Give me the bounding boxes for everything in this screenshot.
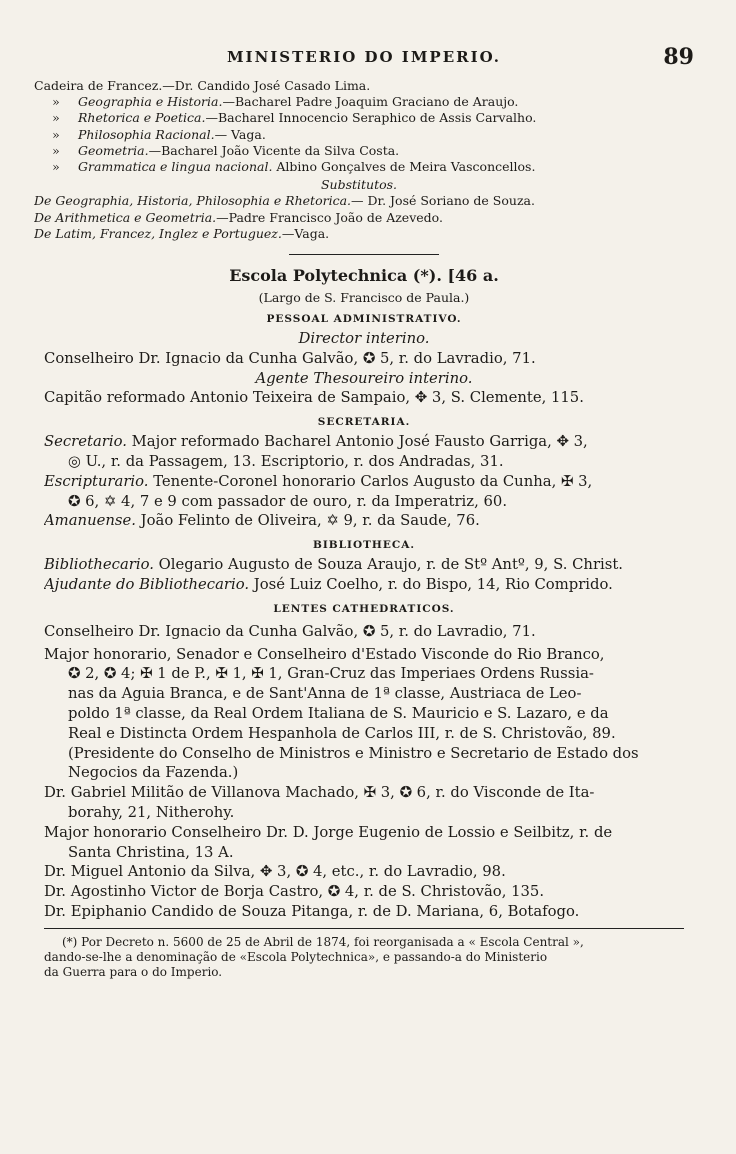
bibliothecario-entry	[44, 555, 684, 575]
lente-line: Major honorario, Senador e Conselheiro d'Estado Visconde do Rio Branco,	[44, 645, 605, 663]
cadeira-subject: Philosophia Racional.	[78, 126, 215, 142]
cadeira-person: —Bacharel João Vicente da Silva Costa.	[148, 142, 400, 158]
cadeira-subject: Geographia e Historia.	[78, 94, 223, 110]
agente-heading: Agente Thesoureiro interino.	[255, 369, 473, 387]
lente-entry	[44, 622, 684, 642]
lente-entry	[44, 783, 684, 823]
cadeira-person: —Bacharel Padre Joaquim Graciano de Araujo.	[222, 94, 519, 110]
lente-line: Dr. Epiphanio Candido de Souza Pitanga, r. de D. Mariana, 6, Botafogo.	[44, 902, 580, 920]
lente-line: Dr. Gabriel Militão de Villanova Machado, ✠ 3, ✪ 6, r. do Visconde de Ita-	[44, 784, 595, 802]
cadeira-line	[34, 159, 684, 175]
cadeira-subject: Cadeira de Francez.	[34, 78, 163, 93]
ajudante-entry	[44, 575, 684, 595]
ditto-mark: »	[52, 94, 60, 110]
section-divider	[289, 254, 439, 255]
page-header	[44, 44, 694, 78]
escripturario-entry	[44, 472, 684, 492]
secretario-text: Major reformado Bacharel Antonio José Fausto Garriga, ✥ 3,	[126, 433, 588, 451]
bibliothecario-text: Olegario Augusto de Souza Araujo, r. de Stº Antº, 9, S. Christ.	[153, 556, 623, 574]
footnote	[44, 935, 684, 980]
cadeira-line	[34, 94, 684, 110]
lente-entry	[44, 902, 684, 922]
escripturario-entry-cont: ✪ 6, ✡ 4, 7 e 9 com passador de ouro, r. da Imperatriz, 60.	[68, 492, 508, 510]
footnote-line: da Guerra para o do Imperio.	[44, 964, 223, 979]
cadeira-person: —Bacharel Innocencio Seraphico de Assis Carvalho.	[205, 110, 537, 126]
page-number: 89	[663, 44, 694, 70]
escola-title: Escola Polytechnica (*). [46 a.	[229, 266, 499, 286]
substituto-line	[34, 226, 684, 242]
running-title: MINISTERIO DO IMPERIO.	[226, 48, 502, 66]
ajudante-text: José Luiz Coelho, r. do Bispo, 14, Rio Comprido.	[249, 576, 613, 593]
cadeira-line	[34, 110, 684, 126]
ditto-mark: »	[52, 110, 60, 126]
cadeira-person: —Dr. Candido José Casado Lima.	[162, 78, 371, 93]
cadeira-person: Albino Gonçalves de Meira Vasconcellos.	[272, 159, 536, 175]
substituto-line	[34, 193, 684, 209]
pessoal-heading: PESSOAL ADMINISTRATIVO.	[266, 313, 462, 326]
substituto-subject: De Latim, Francez, Inglez e Portuguez.	[34, 225, 282, 241]
secretaria-heading: SECRETARIA.	[317, 416, 411, 429]
secretario-entry	[44, 432, 684, 452]
substitutos-heading: Substitutos.	[320, 177, 398, 193]
bibliotheca-heading: BIBLIOTHECA.	[313, 539, 415, 552]
cadeiras-list	[34, 78, 684, 242]
cadeira-person: — Vaga.	[214, 126, 266, 142]
lente-line: ✪ 2, ✪ 4; ✠ 1 de P., ✠ 1, ✠ 1, Gran-Cruz das Imperiaes Ordens Russia-	[68, 665, 594, 683]
lente-line: Conselheiro Dr. Ignacio da Cunha Galvão, ✪ 5, r. do Lavradio, 71.	[44, 622, 536, 640]
amanuense-text: João Felinto de Oliveira, ✡ 9, r. da Saude, 76.	[135, 512, 480, 530]
lente-line: Negocios da Fazenda.)	[68, 764, 239, 782]
cadeira-subject: Rhetorica e Poetica.	[78, 110, 206, 126]
cadeira-subject: Geometria.	[78, 142, 149, 158]
escola-section	[44, 265, 684, 922]
amanuense-entry	[44, 511, 684, 531]
amanuense-label: Amanuense.	[44, 512, 136, 530]
lente-entry	[44, 823, 684, 863]
lente-line: Major honorario Conselheiro Dr. D. Jorge Eugenio de Lossio e Seilbitz, r. de	[44, 823, 613, 841]
lente-line: Santa Christina, 13 A.	[68, 843, 234, 861]
ditto-mark: »	[52, 142, 60, 158]
escripturario-label: Escripturario.	[44, 472, 149, 490]
lente-line: Dr. Agostinho Victor de Borja Castro, ✪ 4, r. de S. Christovão, 135.	[44, 883, 545, 901]
director-heading: Director interino.	[298, 330, 430, 348]
secretario-entry-cont: ◎ U., r. da Passagem, 13. Escriptorio, r. dos Andradas, 31.	[68, 453, 504, 471]
lente-entry	[44, 862, 684, 882]
lente-line: borahy, 21, Nitherohy.	[68, 803, 235, 821]
substituto-person: —Padre Francisco João de Azevedo.	[216, 209, 443, 225]
lente-line: nas da Aguia Branca, e de Sant'Anna de 1ª classe, Austriaca de Leo-	[68, 685, 582, 703]
cadeira-line	[34, 78, 684, 94]
substituto-person: —Vaga.	[281, 225, 330, 241]
substituto-subject: De Geographia, Historia, Philosophia e Rhetorica.	[34, 193, 351, 209]
agente-entry: Capitão reformado Antonio Teixeira de Sampaio, ✥ 3, S. Clemente, 115.	[44, 389, 584, 407]
cadeira-line	[34, 143, 684, 159]
director-entry: Conselheiro Dr. Ignacio da Cunha Galvão, ✪ 5, r. do Lavradio, 71.	[44, 349, 536, 367]
cadeira-line	[34, 127, 684, 143]
footnote-rule	[44, 928, 684, 929]
escola-address: (Largo de S. Francisco de Paula.)	[258, 290, 470, 306]
lente-line: (Presidente do Conselho de Ministros e Ministro e Secretario de Estado dos	[68, 744, 639, 762]
lente-entry	[44, 645, 684, 784]
lente-line: Real e Distincta Ordem Hespanhola de Carlos III, r. de S. Christovão, 89.	[68, 724, 616, 742]
cadeira-subject: Grammatica e lingua nacional.	[78, 159, 273, 175]
footnote-line: (*) Por Decreto n. 5600 de 25 de Abril de 1874, foi reorganisada a « Escola Central »,	[62, 934, 584, 949]
substituto-person: — Dr. José Soriano de Souza.	[351, 193, 535, 209]
lente-line: Dr. Miguel Antonio da Silva, ✥ 3, ✪ 4, etc., r. do Lavradio, 98.	[44, 863, 506, 881]
ajudante-label: Ajudante do Bibliothecario.	[44, 576, 250, 593]
substituto-subject: De Arithmetica e Geometria.	[34, 209, 217, 225]
lentes-heading: LENTES CATHEDRATICOS.	[273, 602, 455, 615]
escripturario-text: Tenente-Coronel honorario Carlos Augusto da Cunha, ✠ 3,	[148, 472, 593, 490]
ditto-mark: »	[52, 126, 60, 142]
secretario-label: Secretario.	[44, 433, 127, 451]
bibliothecario-label: Bibliothecario.	[44, 556, 154, 574]
substituto-line	[34, 210, 684, 226]
footnote-line: dando-se-lhe a denominação de «Escola Polytechnica», e passando-a do Ministerio	[44, 949, 548, 964]
lente-line: poldo 1ª classe, da Real Ordem Italiana de S. Mauricio e S. Lazaro, e da	[68, 704, 609, 722]
ditto-mark: »	[52, 159, 60, 175]
lente-entry	[44, 882, 684, 902]
